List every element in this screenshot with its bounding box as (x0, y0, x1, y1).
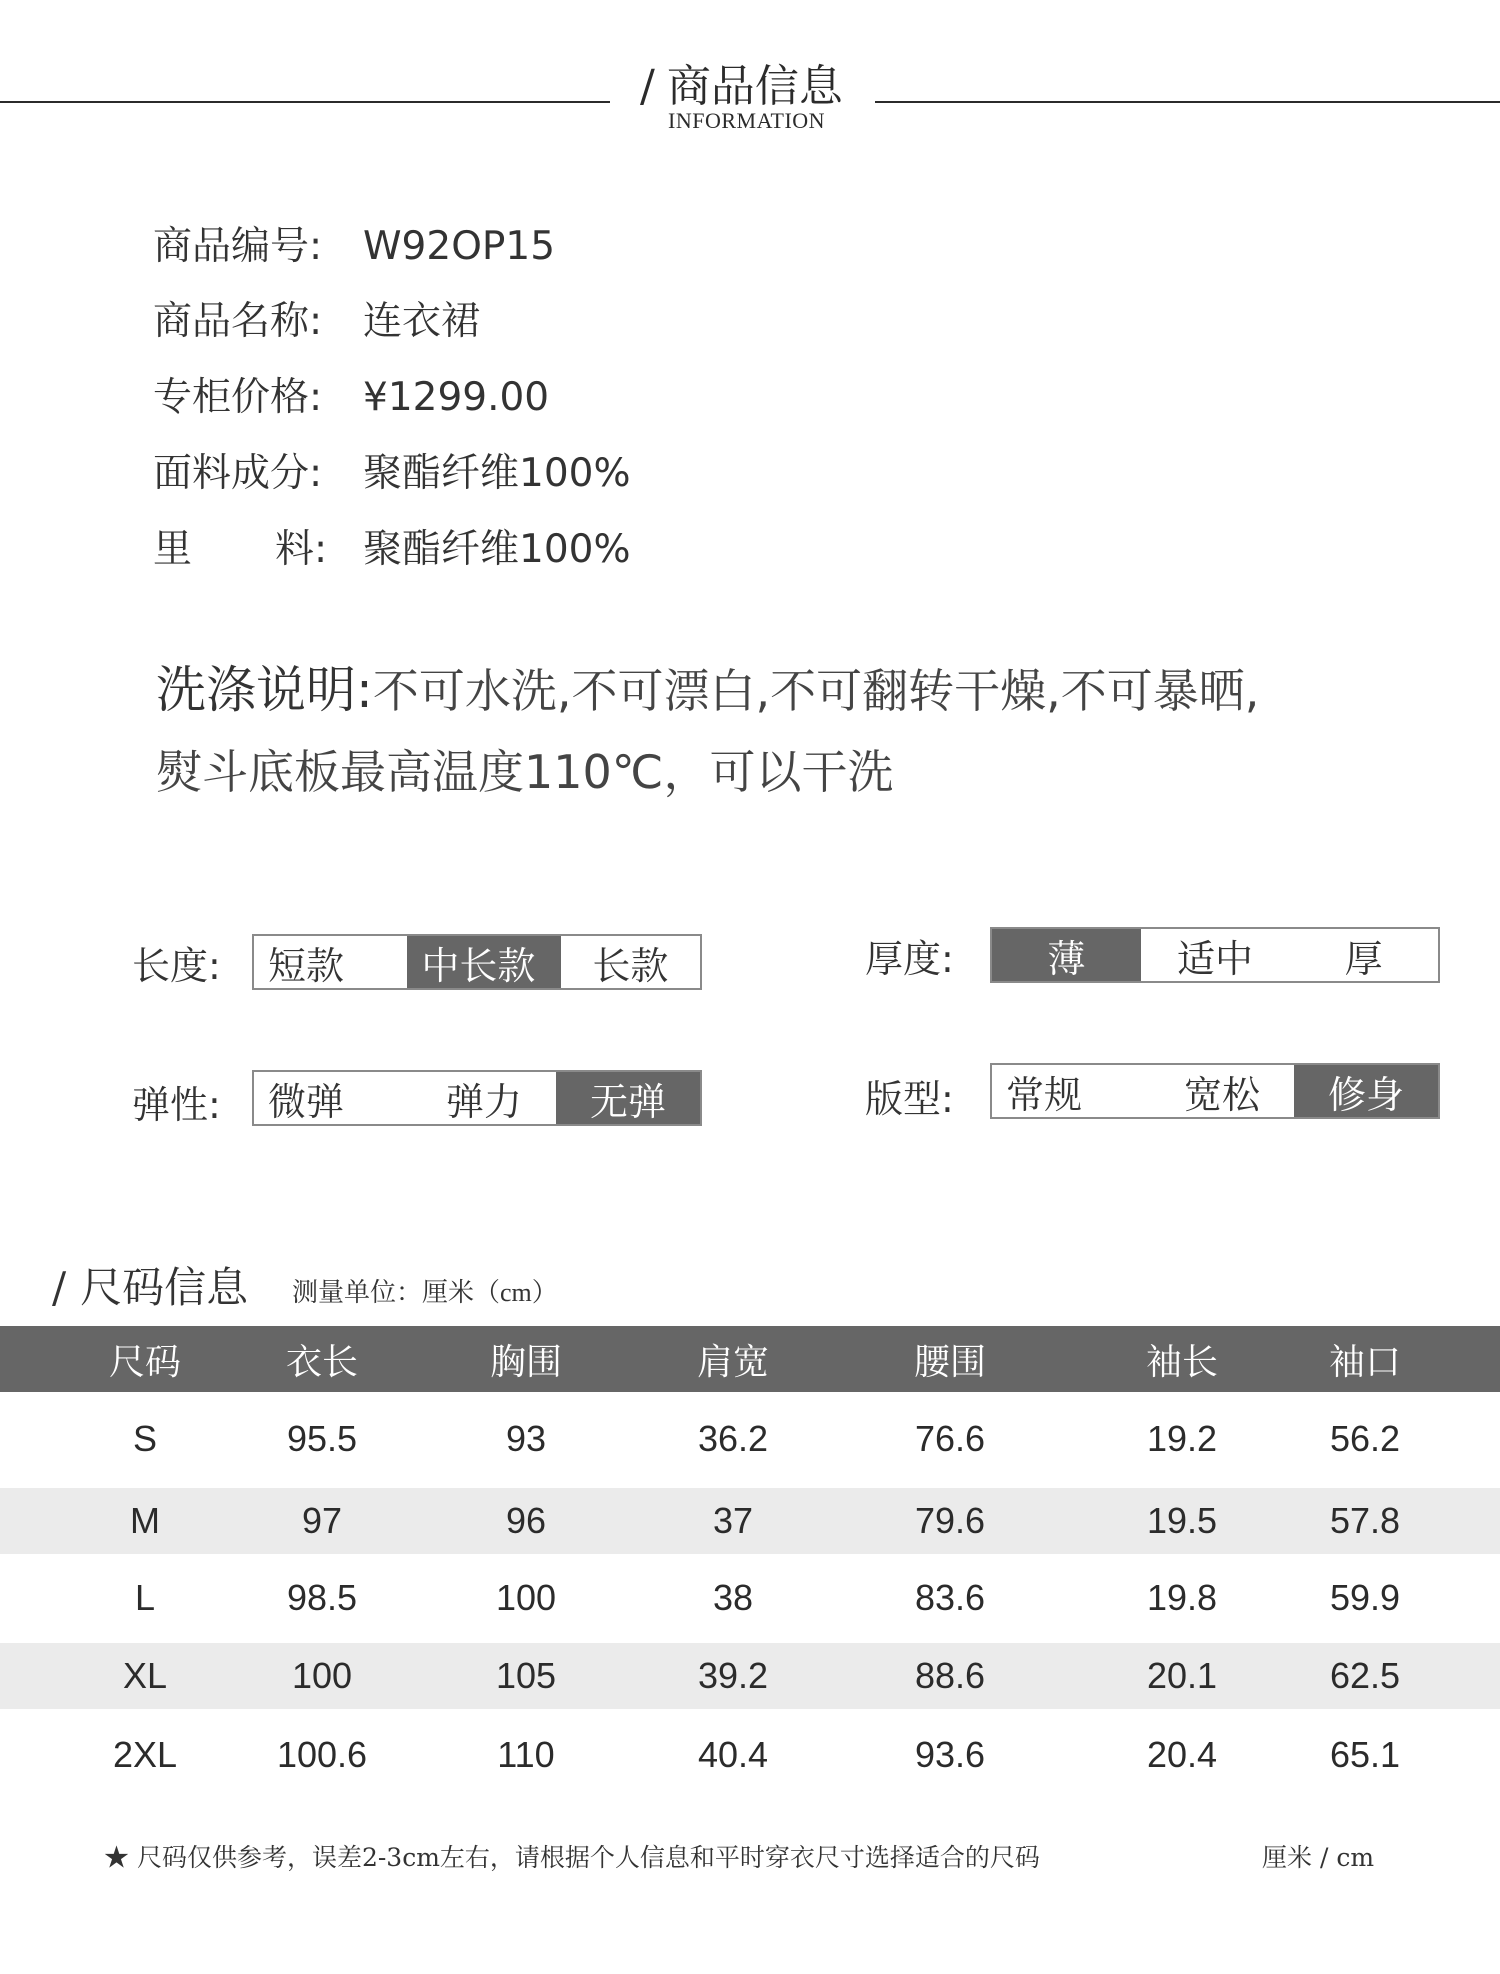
measure-cell: 76.6 (914, 1418, 986, 1459)
lining-label-part1: 里 (153, 527, 193, 572)
measure-cell: 96 (505, 1500, 547, 1541)
measure-cell: 83.6 (914, 1577, 986, 1618)
measure-cell: 36.2 (697, 1418, 769, 1459)
info-row-code (153, 215, 555, 271)
measure-cell: 59.9 (1329, 1577, 1401, 1618)
wash-line2: 熨斗底板最高温度110℃，可以干洗 (156, 745, 894, 799)
size-section-title (52, 1255, 248, 1315)
measure-cell: 100.6 (276, 1734, 368, 1775)
length-label: 长度: (132, 944, 221, 988)
measure-cell: 100 (291, 1655, 353, 1696)
header-cell: 腰围 (913, 1341, 986, 1383)
header-rule-left (0, 101, 610, 103)
header-cell: 衣长 (285, 1341, 358, 1383)
measure-cell: 19.5 (1146, 1500, 1218, 1541)
name-label: 商品名称: (153, 299, 323, 344)
length-option-short[interactable]: 短款 (268, 943, 345, 988)
info-row-fabric (153, 442, 631, 498)
measure-cell: 57.8 (1329, 1500, 1401, 1541)
price-value: ¥1299.00 (363, 375, 550, 420)
measure-cell: 62.5 (1329, 1655, 1401, 1696)
thickness-option-medium[interactable]: 适中 (1177, 936, 1254, 981)
measure-cell: 20.4 (1146, 1734, 1218, 1775)
fit-option-slim[interactable]: 修身 (1294, 1065, 1438, 1117)
elasticity-label: 弹性: (132, 1083, 221, 1127)
fabric-label: 面料成分: (153, 451, 323, 496)
lining-label (153, 518, 363, 574)
measure-cell: 98.5 (286, 1577, 358, 1618)
wash-label: 洗涤说明: (156, 661, 373, 719)
measure-cell: 19.8 (1146, 1577, 1218, 1618)
name-value: 连衣裙 (363, 299, 481, 344)
section-title (640, 50, 843, 114)
measure-cell: 40.4 (697, 1734, 769, 1775)
measure-cell: 38 (712, 1577, 754, 1618)
info-row-name (153, 290, 480, 346)
thickness-selector (990, 927, 1440, 983)
measure-cell: 93.6 (914, 1734, 986, 1775)
price-label: 专柜价格: (153, 375, 323, 420)
measure-cell: 88.6 (914, 1655, 986, 1696)
measure-cell: 19.2 (1146, 1418, 1218, 1459)
size-cell: M (130, 1500, 160, 1541)
measure-cell: 37 (712, 1500, 754, 1541)
thickness-option-thin[interactable]: 薄 (992, 929, 1141, 981)
title-slash: / (640, 61, 655, 112)
table-row (0, 1722, 1500, 1788)
lining-label-part2: 料: (275, 527, 328, 572)
wash-line1: 不可水洗,不可漂白,不可翻转干燥,不可暴晒, (372, 664, 1260, 718)
size-cell: S (132, 1418, 157, 1459)
size-cell: XL (122, 1655, 168, 1696)
section-subtitle: INFORMATION (668, 108, 826, 133)
size-title-text: 尺码信息 (80, 1263, 249, 1312)
elasticity-option-elastic[interactable]: 弹力 (445, 1079, 522, 1124)
header-rule-right (875, 101, 1500, 103)
length-option-long[interactable]: 长款 (592, 943, 669, 988)
header-cell: 尺码 (108, 1341, 181, 1383)
measure-cell: 105 (495, 1655, 557, 1696)
size-footnote: ★ 尺码仅供参考，误差2-3cm左右，请根据个人信息和平时穿衣尺寸选择适合的尺码 (104, 1843, 1040, 1872)
header-cell: 袖口 (1328, 1341, 1401, 1383)
measure-cell: 20.1 (1146, 1655, 1218, 1696)
size-footnote-unit: 厘米 / cm (1262, 1843, 1375, 1872)
table-row (0, 1643, 1500, 1709)
table-row (0, 1488, 1500, 1554)
elasticity-option-slight[interactable]: 微弹 (268, 1079, 345, 1124)
measure-cell: 79.6 (914, 1500, 986, 1541)
measure-cell: 39.2 (697, 1655, 769, 1696)
header-cell: 袖长 (1145, 1341, 1218, 1383)
size-table-header (0, 1326, 1500, 1392)
length-selector (252, 934, 702, 990)
fit-option-regular[interactable]: 常规 (1006, 1072, 1083, 1117)
code-value: W92OP15 (363, 224, 556, 269)
size-cell: L (134, 1577, 156, 1618)
size-title-slash: / (52, 1263, 67, 1312)
table-row (0, 1406, 1500, 1472)
measure-cell: 65.1 (1329, 1734, 1401, 1775)
lining-value: 聚酯纤维100% (363, 527, 631, 572)
table-row (0, 1565, 1500, 1631)
length-option-mid[interactable]: 中长款 (407, 936, 560, 988)
info-row-price (153, 366, 549, 422)
measure-cell: 100 (495, 1577, 557, 1618)
fit-option-loose[interactable]: 宽松 (1183, 1072, 1260, 1117)
elasticity-selector (252, 1070, 702, 1126)
elasticity-option-none[interactable]: 无弹 (556, 1072, 700, 1124)
thickness-option-thick[interactable]: 厚 (1344, 936, 1383, 981)
title-text: 商品信息 (666, 61, 843, 112)
fit-label: 版型: (865, 1077, 954, 1121)
wash-instructions (156, 655, 1416, 818)
measure-cell: 93 (505, 1418, 547, 1459)
measure-cell: 110 (497, 1734, 555, 1775)
size-unit-note: 测量单位：厘米（cm） (292, 1278, 558, 1307)
info-row-lining (153, 518, 631, 574)
header-cell: 胸围 (489, 1341, 562, 1383)
thickness-label: 厚度: (865, 937, 954, 981)
fit-selector (990, 1063, 1440, 1119)
fabric-value: 聚酯纤维100% (363, 451, 631, 496)
measure-cell: 95.5 (286, 1418, 358, 1459)
header-cell: 肩宽 (696, 1341, 769, 1383)
size-cell: 2XL (112, 1734, 178, 1775)
measure-cell: 56.2 (1329, 1418, 1401, 1459)
measure-cell: 97 (301, 1500, 343, 1541)
code-label: 商品编号: (153, 224, 323, 269)
